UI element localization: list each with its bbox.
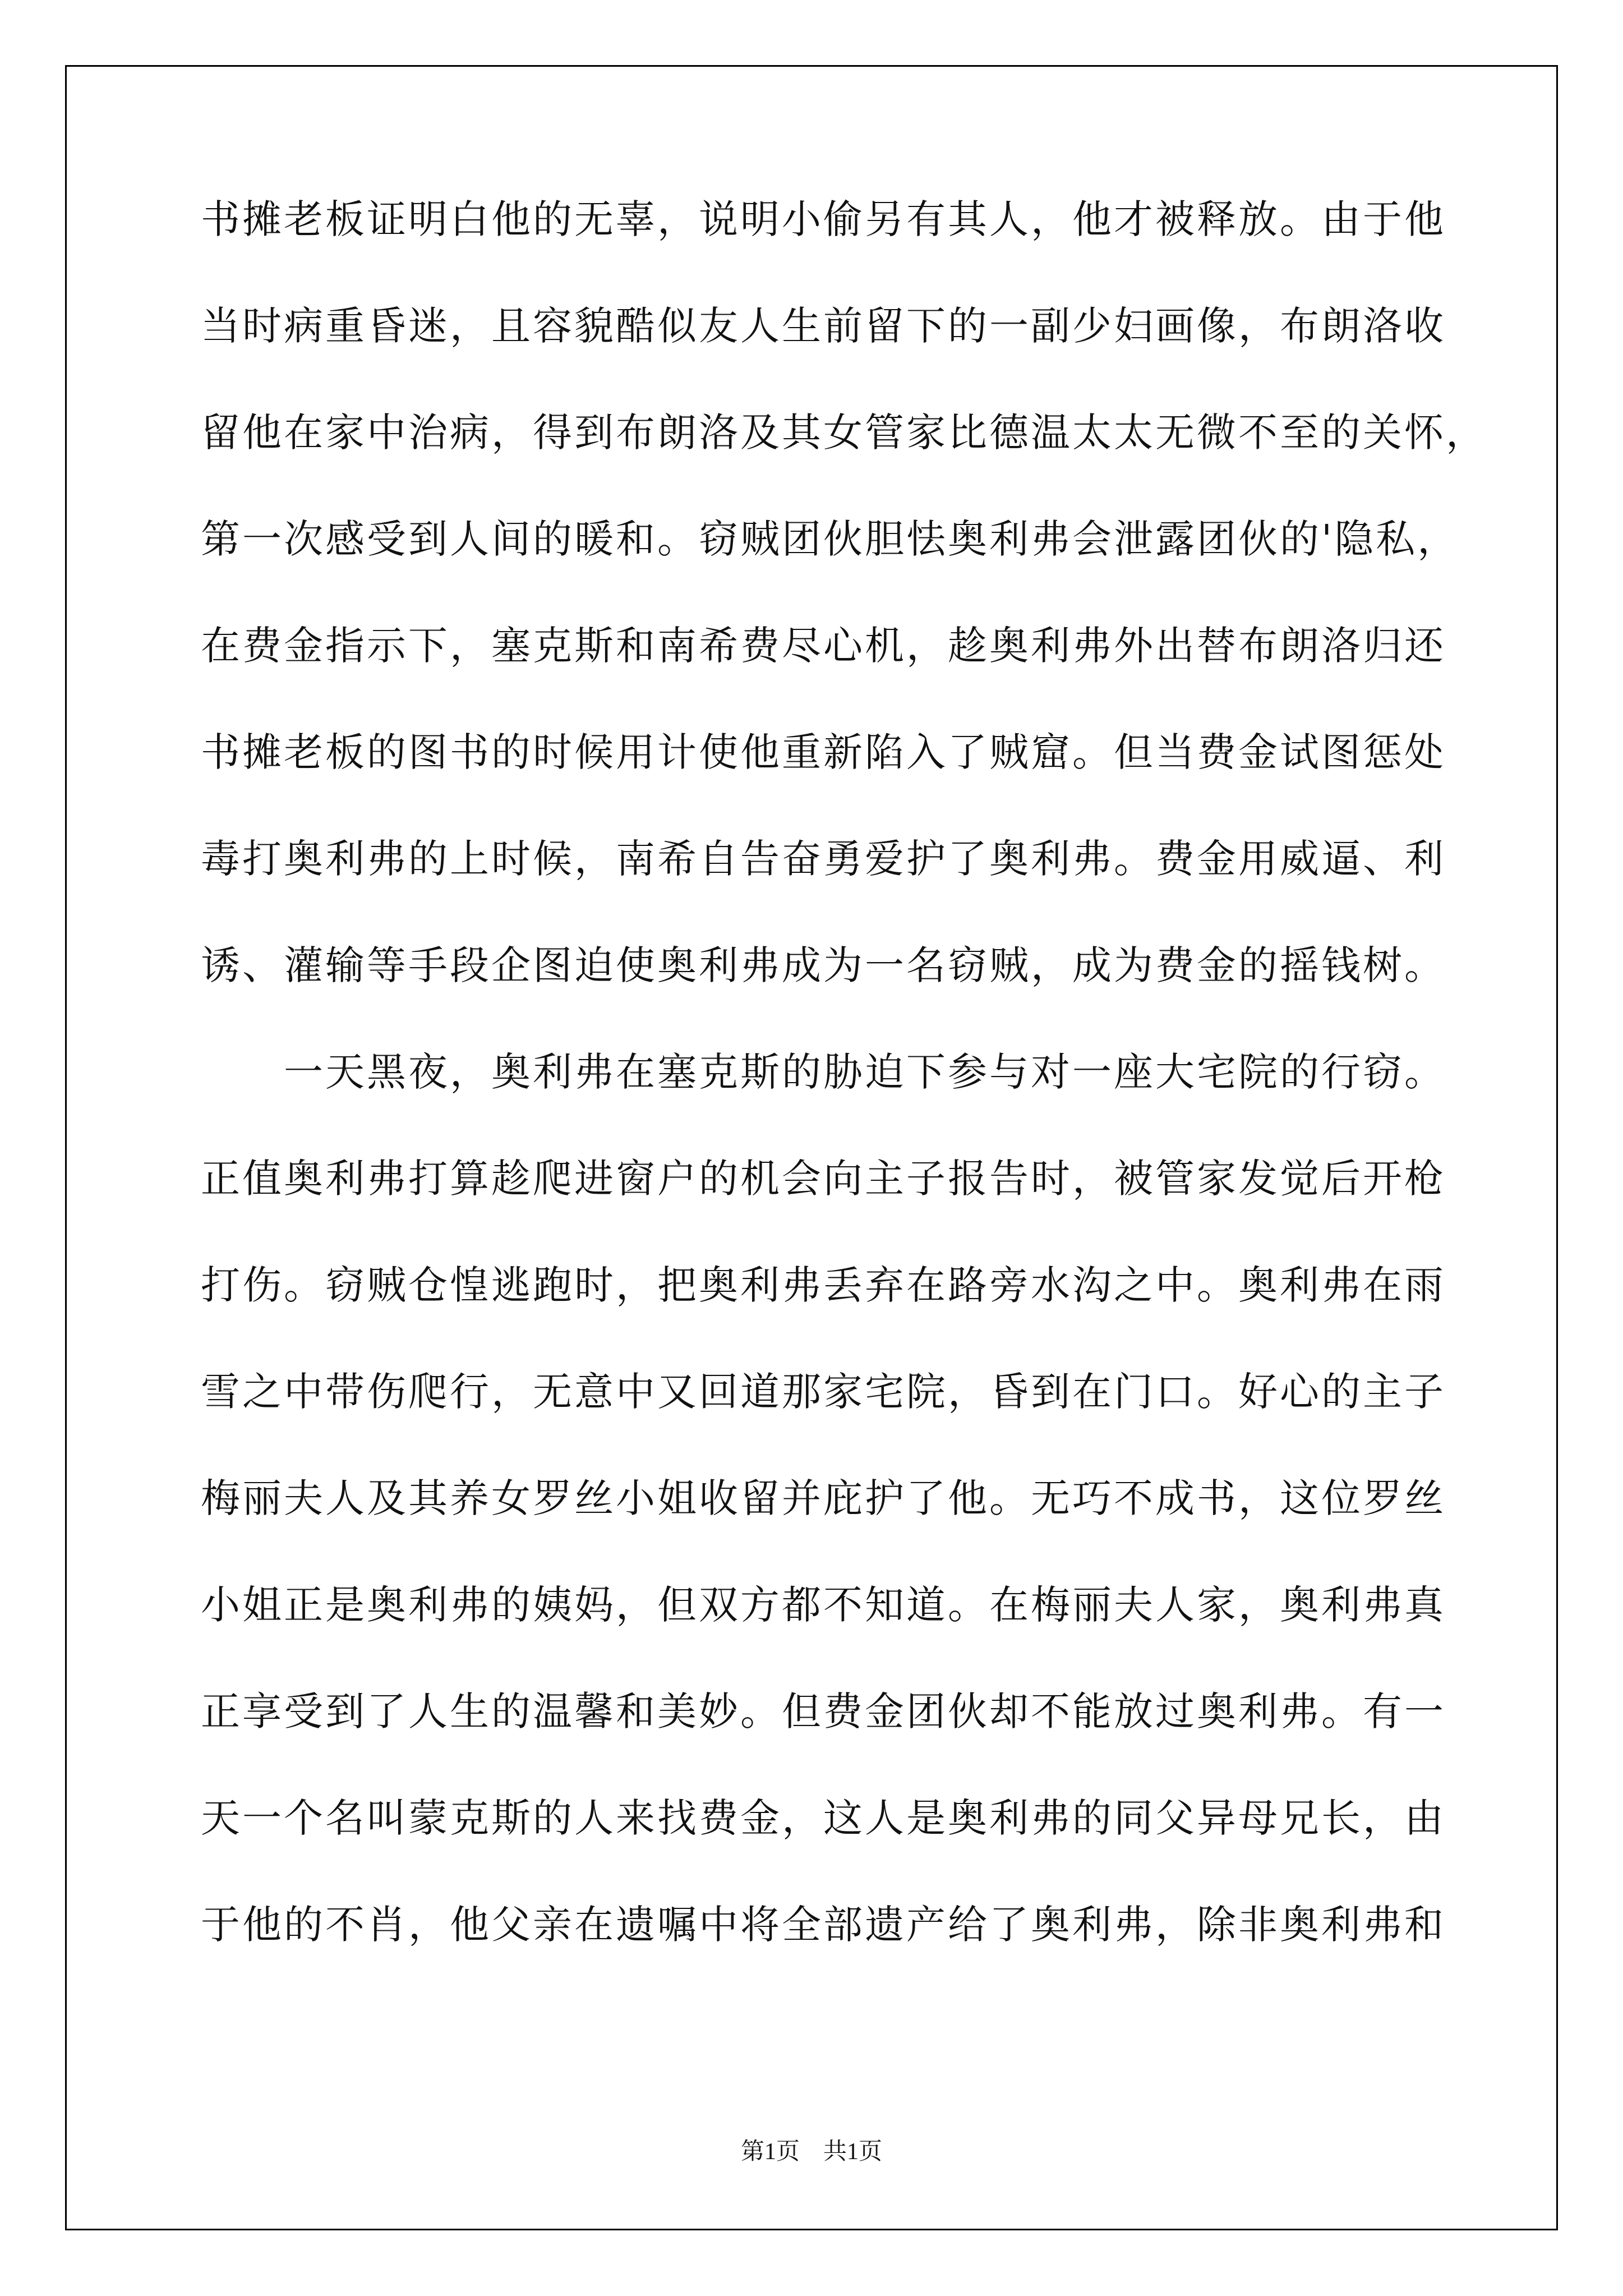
text-line: 第一次感受到人间的暖和。窃贼团伙胆怯奥利弗会泄露团伙的'隐私， <box>201 516 1459 562</box>
text-line: 书摊老板的图书的时候用计使他重新陷入了贼窟。但当费金试图惩处 <box>201 729 1446 775</box>
text-line: 正享受到了人生的温馨和美妙。但费金团伙却不能放过奥利弗。有一 <box>201 1688 1446 1734</box>
text-line: 在费金指示下，塞克斯和南希费尽心机，趁奥利弗外出替布朗洛归还 <box>201 623 1446 669</box>
text-line: 于他的不肖，他父亲在遗嘱中将全部遗产给了奥利弗，除非奥利弗和 <box>201 1902 1446 1948</box>
text-line: 梅丽夫人及其养女罗丝小姐收留并庇护了他。无巧不成书，这位罗丝 <box>201 1475 1446 1521</box>
text-line: 书摊老板证明白他的无辜，说明小偷另有其人，他才被释放。由于他 <box>201 196 1446 242</box>
text-line: 当时病重昏迷，且容貌酷似友人生前留下的一副少妇画像，布朗洛收 <box>201 303 1446 349</box>
text-line: 留他在家中治病，得到布朗洛及其女管家比德温太太无微不至的关怀， <box>201 409 1487 455</box>
text-line: 诱、灌输等手段企图迫使奥利弗成为一名窃贼，成为费金的摇钱树。 <box>201 942 1446 988</box>
text-line: 打伤。窃贼仓惶逃跑时，把奥利弗丢弃在路旁水沟之中。奥利弗在雨 <box>201 1262 1446 1308</box>
text-line: 天一个名叫蒙克斯的人来找费金，这人是奥利弗的同父异母兄长，由 <box>201 1795 1446 1841</box>
text-line: 小姐正是奥利弗的姨妈，但双方都不知道。在梅丽夫人家，奥利弗真 <box>201 1582 1446 1628</box>
text-line: 雪之中带伤爬行，无意中又回道那家宅院，昏到在门口。好心的主子 <box>201 1369 1446 1415</box>
text-line: 毒打奥利弗的上时候，南希自告奋勇爱护了奥利弗。费金用威逼、利 <box>201 836 1446 882</box>
text-line: 正值奥利弗打算趁爬进窗户的机会向主子报告时，被管家发觉后开枪 <box>201 1156 1446 1202</box>
text-line: 一天黑夜，奥利弗在塞克斯的胁迫下参与对一座大宅院的行窃。 <box>201 1049 1446 1095</box>
page-footer: 第1页 共1页 <box>740 2139 882 2165</box>
